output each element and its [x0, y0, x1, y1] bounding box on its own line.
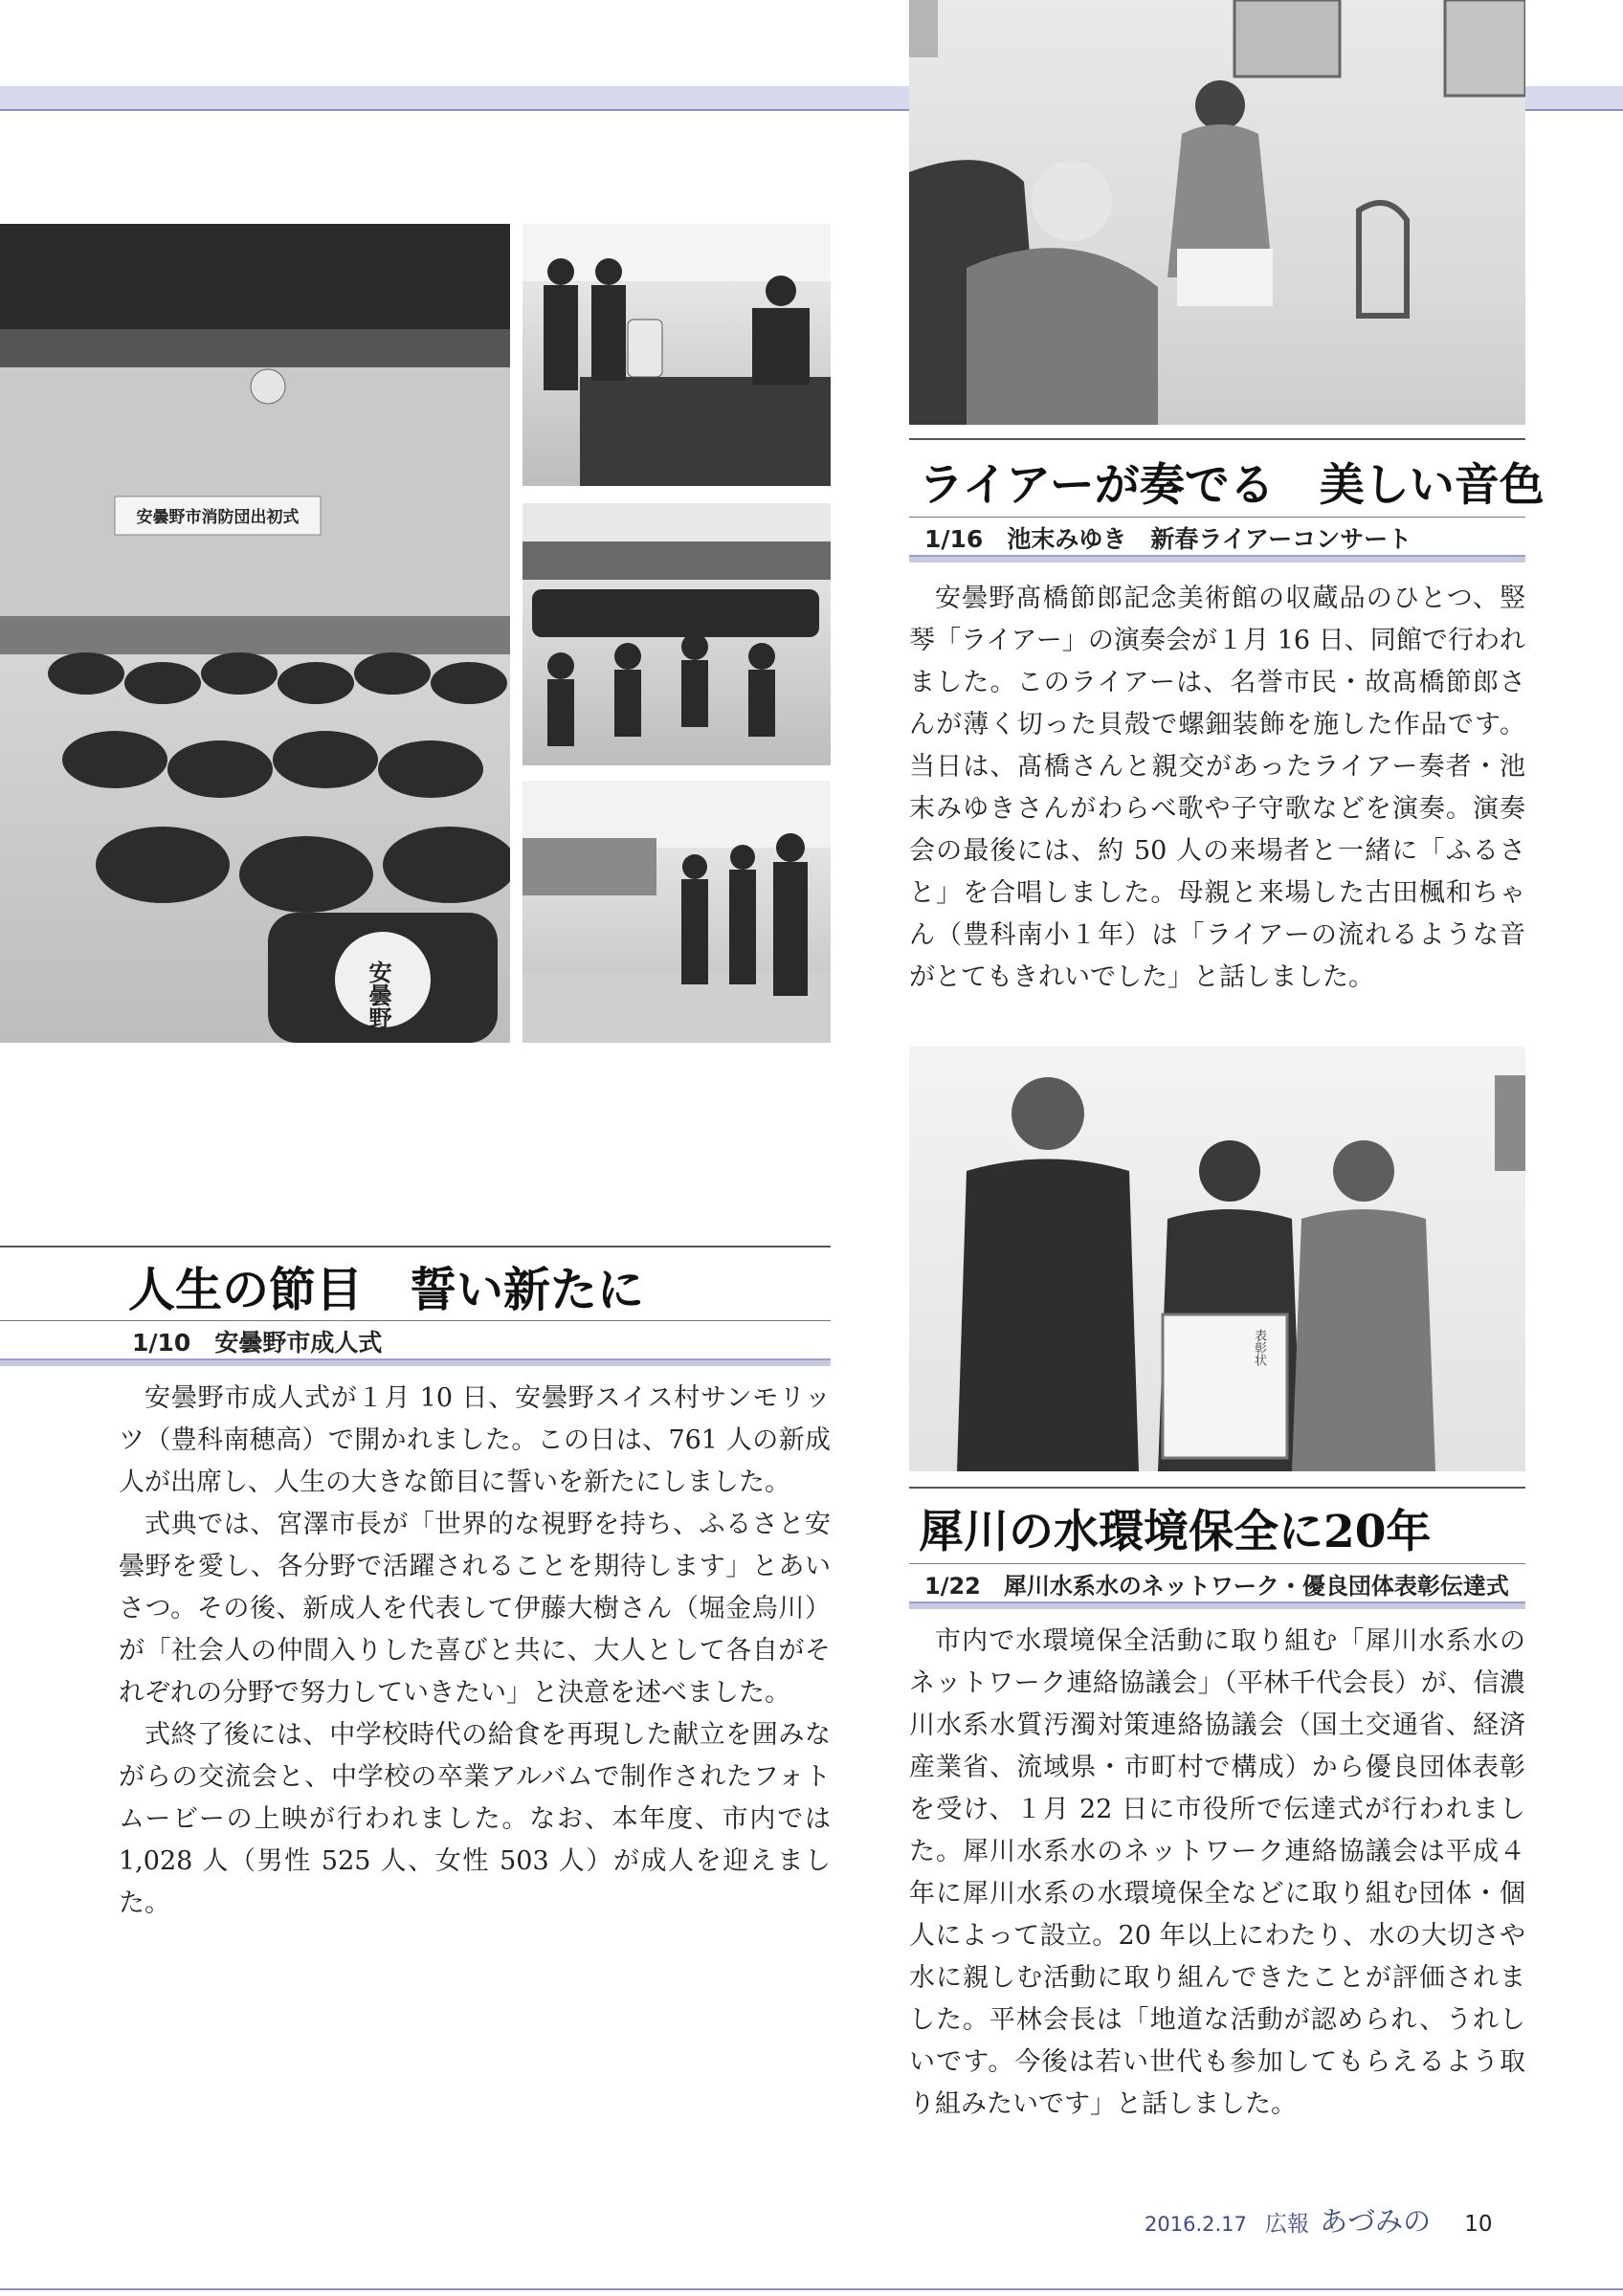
photo-handover: [522, 224, 831, 486]
photo-parade: [522, 503, 831, 765]
certificate-text: 表彰状: [1252, 1329, 1266, 1366]
footer: [1145, 2200, 1492, 2240]
lyre-title-rule: [909, 438, 1525, 440]
seijin-subtitle-band: [0, 1358, 831, 1366]
saigawa-title-rule: [909, 1487, 1525, 1489]
footer-rule: [0, 2288, 1623, 2290]
lyre-subtitle-band: [909, 555, 1525, 563]
lyre-paragraph: 安曇野髙橋節郎記念美術館の収蔵品のひとつ、竪琴「ライアー」の演奏会が１月 16 日、同館で行われました。このライアーは、名誉市民・故髙橋節郎さんが薄く切った貝殻で螺鈿装飾を施した作品です。当日は、髙橋さんと親交があったライアー奏者・池末みゆきさんがわらべ歌や子守歌などを演奏。演奏会の最後には、約 50 人の来場者と一緒に「ふるさと」を合唱しました。母親と来場した古田楓和ちゃん（豊科南小１年）は「ライアーの流れるような音がとてもきれいでした」と話しました。: [909, 584, 1525, 992]
photo-fire-ceremony-hall: [0, 224, 510, 1043]
seijin-body: [119, 1378, 831, 1925]
footer-publication: あづみの: [1320, 2205, 1432, 2238]
jacket-text: 安曇野: [365, 960, 392, 1029]
lyre-subtitle-rule: [909, 517, 1525, 518]
seijin-title-rule: [0, 1246, 831, 1247]
saigawa-title: 犀川の水環境保全に20年: [919, 1506, 1432, 1558]
photo-lyre-concert: [909, 0, 1525, 425]
saigawa-body: [909, 1621, 1525, 2126]
seijin-paragraph-3: 式終了後には、中学校時代の給食を再現した献立を囲みながらの交流会と、中学校の卒業アルバムで制作されたフォトムービーの上映が行われました。なお、本年度、市内では 1,028 人（男性 525 人、女性 503 人）が成人を迎えました。: [119, 1720, 831, 1918]
saigawa-paragraph: 市内で水環境保全活動に取り組む「犀川水系水のネットワーク連絡協議会」（平林千代会長）が、信濃川水系水質汚濁対策連絡協議会（国土交通省、経済産業省、流域県・市町村で構成）から優良団体表彰を受け、１月 22 日に市役所で伝達式が行われました。犀川水系水のネットワーク連絡協議会は平成４年に犀川水系の水環境保全などに取り組む団体・個人によって設立。20 年以上にわたり、水の大切さや水に親しむ活動に取り組んできたことが評価されました。平林会長は「地道な活動が認められ、うれしいです。今後は若い世代も参加してもらえるよう取り組みたいです」と話しました。: [909, 1626, 1525, 2119]
photo-street-brigade: [522, 781, 831, 1043]
saigawa-subtitle: 1/22 犀川水系水のネットワーク・優良団体表彰伝達式: [924, 1573, 1509, 1600]
footer-date: 2016.2.17: [1145, 2213, 1247, 2236]
photo-award-ceremony: [909, 1047, 1525, 1471]
footer-label: 広報: [1264, 2212, 1309, 2237]
seijin-paragraph-2: 式典では、宮澤市長が「世界的な視野を持ち、ふるさと安曇野を愛し、各分野で活躍されることを期待します」とあいさつ。その後、新成人を代表して伊藤大樹さん（堀金烏川）が「社会人の仲間入りした喜びと共に、大人として各自がそれぞれの分野で努力していきたい」と決意を述べました。: [119, 1510, 831, 1708]
seijin-title: 人生の節目 誓い新たに: [128, 1262, 645, 1317]
lyre-body: [909, 578, 1525, 999]
seijin-subtitle: 1/10 安曇野市成人式: [132, 1329, 383, 1357]
saigawa-subtitle-rule: [909, 1563, 1525, 1564]
lyre-title: ライアーが奏でる 美しい音色: [919, 459, 1545, 512]
seijin-subtitle-rule: [0, 1320, 831, 1321]
page-number: 10: [1464, 2212, 1493, 2237]
seijin-paragraph-1: 安曇野市成人式が１月 10 日、安曇野スイス村サンモリッツ（豊科南穂高）で開かれました。この日は、761 人の新成人が出席し、人生の大きな節目に誓いを新たにしました。: [119, 1383, 831, 1497]
saigawa-subtitle-band: [909, 1601, 1525, 1609]
ceremony-banner: 安曇野市消防団出初式: [136, 508, 300, 527]
lyre-subtitle: 1/16 池末みゆき 新春ライアーコンサート: [924, 525, 1412, 553]
